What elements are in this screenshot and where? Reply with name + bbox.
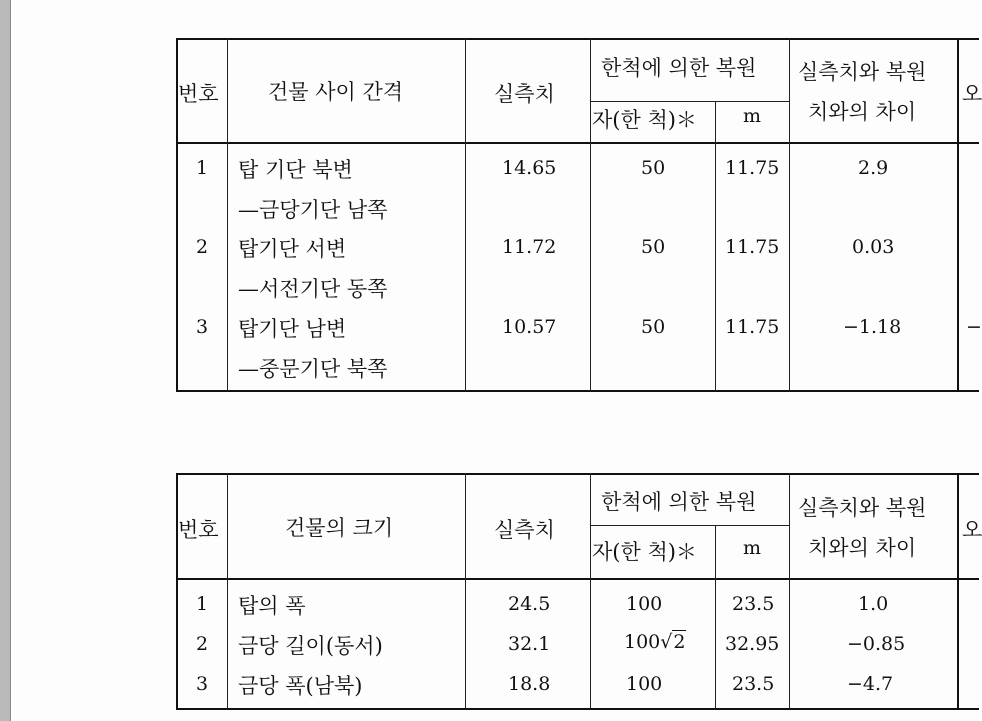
window-edge — [0, 0, 11, 721]
row-label: 탑의 폭 — [238, 594, 306, 618]
measured-value: 10.57 — [502, 316, 557, 338]
ja-value: 50 — [641, 316, 666, 338]
diff-value: −0.85 — [847, 633, 906, 655]
header-diff-line2: 치와의 차이 — [808, 536, 917, 560]
row-number: 3 — [196, 316, 209, 338]
header-ja: 자(한 척)＊ — [592, 540, 697, 564]
header-subject: 건물 사이 간격 — [268, 80, 404, 104]
m-value: 11.75 — [725, 236, 780, 258]
row-label-line2: —금당기단 남쪽 — [238, 198, 388, 222]
row-number: 1 — [196, 593, 209, 615]
header-diff-line2: 치와의 차이 — [808, 100, 917, 124]
row-number: 3 — [196, 673, 209, 695]
diff-value: −4.7 — [847, 673, 894, 695]
m-value: 23.5 — [732, 673, 775, 695]
ja-radicand: 2 — [673, 631, 686, 653]
header-m: m — [743, 537, 762, 559]
row-number: 2 — [196, 633, 209, 655]
diff-value: −1.18 — [843, 316, 902, 338]
ja-value: 100 — [626, 593, 663, 615]
m-value: 11.75 — [725, 157, 780, 179]
m-value: 32.95 — [725, 633, 780, 655]
ja-base: 100 — [624, 631, 661, 653]
row-number: 2 — [196, 236, 209, 258]
m-value: 11.75 — [725, 316, 780, 338]
measured-value: 32.1 — [508, 633, 551, 655]
ja-value: 50 — [641, 236, 666, 258]
ja-value: 100 — [626, 673, 663, 695]
row-label-line1: 탑 기단 북변 — [238, 158, 353, 182]
header-ja: 자(한 척)＊ — [592, 108, 697, 132]
header-restored-group: 한척에 의한 복원 — [601, 490, 757, 514]
header-diff-line1: 실측치와 복원 — [798, 496, 927, 520]
measured-value: 11.72 — [502, 236, 557, 258]
row-number: 1 — [196, 157, 209, 179]
header-diff-line1: 실측치와 복원 — [798, 60, 927, 84]
measured-value: 14.65 — [502, 157, 557, 179]
ja-value-sqrt — [624, 631, 686, 653]
header-measured: 실측치 — [494, 518, 555, 542]
row-label: 금당 폭(남북) — [238, 674, 363, 698]
row-label-line1: 탑기단 남변 — [238, 317, 347, 341]
header-subject: 건물의 크기 — [285, 516, 394, 540]
diff-value: 2.9 — [858, 157, 889, 179]
header-cut-column: 오 — [962, 518, 982, 542]
diff-value: 0.03 — [852, 236, 895, 258]
row-label: 금당 길이(동서) — [238, 634, 383, 658]
m-value: 23.5 — [732, 593, 775, 615]
header-m: m — [743, 105, 762, 127]
ja-value: 50 — [641, 157, 666, 179]
measured-value: 24.5 — [508, 593, 551, 615]
cut-column-value: − — [966, 316, 982, 338]
header-restored-group: 한척에 의한 복원 — [601, 56, 757, 80]
header-number: 번호 — [178, 518, 219, 542]
header-number: 번호 — [178, 82, 219, 106]
sqrt-sign: √2 — [660, 631, 686, 653]
row-label-line1: 탑기단 서변 — [238, 237, 347, 261]
row-label-line2: —서전기단 동쪽 — [238, 277, 388, 301]
measured-value: 18.8 — [508, 673, 551, 695]
header-measured: 실측치 — [494, 82, 555, 106]
diff-value: 1.0 — [858, 593, 889, 615]
header-cut-column: 오 — [962, 82, 982, 106]
row-label-line2: —중문기단 북쪽 — [238, 357, 388, 381]
